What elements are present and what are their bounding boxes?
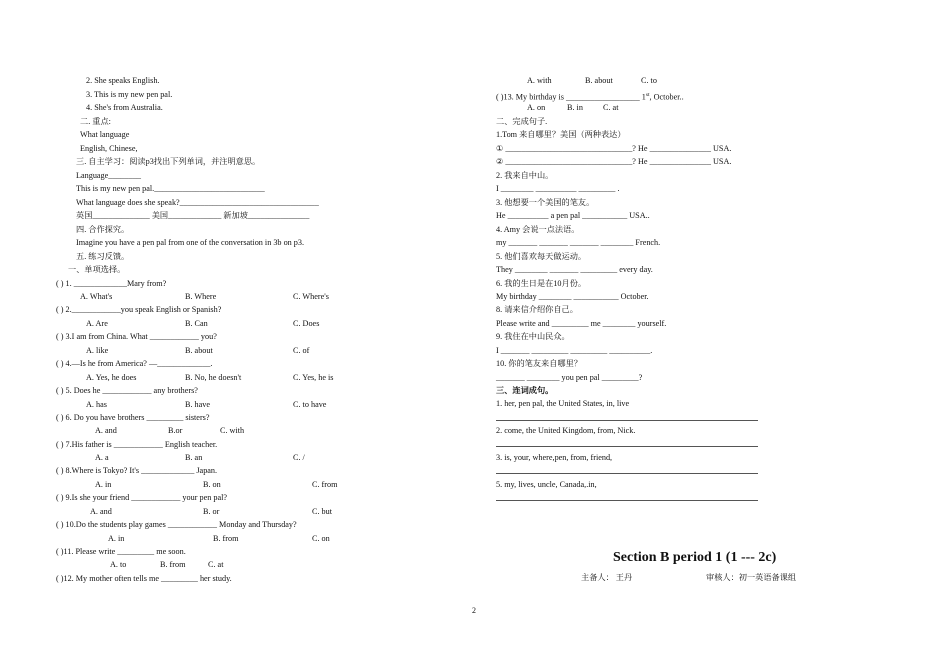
vocab-pen-pal: This is my new pen pal.___________________________ xyxy=(76,184,265,193)
option-b: B. Where xyxy=(185,292,217,301)
sentence-prompt: 10. 你的笔友来自哪里？ xyxy=(496,359,582,368)
sentence-blank: ① _______________________________? He _______________ USA. xyxy=(496,144,732,153)
option-a: A. has xyxy=(86,400,107,409)
option-b: B. from xyxy=(160,560,186,569)
reviewer: 审核人：初一英语备课组 xyxy=(706,573,797,582)
question-stem: ( )11. Please write _________ me soon. xyxy=(56,547,186,556)
sentence-blank: They ________ _______ _________ every day. xyxy=(496,265,653,274)
option-c: C. to xyxy=(641,76,657,85)
key-point-2: English, Chinese, xyxy=(80,144,138,153)
option-a: A. and xyxy=(95,426,117,435)
option-c: C. to have xyxy=(293,400,327,409)
word-order-item: 2. come, the United Kingdom, from, Nick. xyxy=(496,426,636,435)
heading-self-study: 三. 自主学习：阅读p3找出下列单词，并注明意思。 xyxy=(76,157,261,166)
heading-key-points: 二. 重点: xyxy=(80,117,111,126)
question-stem: ( )12. My mother often tells me _________ her study. xyxy=(56,574,232,583)
item-3: 3. This is my new pen pal. xyxy=(86,90,173,99)
sentence-blank: I ________ __________ _________ . xyxy=(496,184,620,193)
option-a: A. in xyxy=(95,480,112,489)
sentence-prompt: 9. 我住在中山民众。 xyxy=(496,332,570,341)
option-c: C. at xyxy=(208,560,224,569)
sentence-blank: He __________ a pen pal ___________ USA.. xyxy=(496,211,650,220)
question-13 xyxy=(496,90,684,103)
option-c: C. Where's xyxy=(293,292,329,301)
sentence-blank: I _______ _________ _________ __________. xyxy=(496,346,653,355)
option-c: C. with xyxy=(220,426,245,435)
option-b: B. Can xyxy=(185,319,208,328)
sentence-blank: My birthday ________ ___________ October. xyxy=(496,292,649,301)
option-b: B. have xyxy=(185,400,211,409)
question-stem: ( ) 7.His father is ____________ English teacher. xyxy=(56,440,218,449)
heading-word-order: 三、连词成句。 xyxy=(496,386,554,395)
option-a: A. a xyxy=(95,453,109,462)
sentence-prompt: 1.Tom 来自哪里？美国（两种表达） xyxy=(496,130,626,139)
option-a: A. Are xyxy=(86,319,108,328)
sentence-prompt: 2. 我来自中山。 xyxy=(496,171,554,180)
question-stem: ( ) 10.Do the students play games ____________ Monday and Thursday? xyxy=(56,520,297,529)
heading-complete-sentences: 二、完成句子. xyxy=(496,117,548,126)
question-stem: ( ) 5. Does he ____________ any brothers? xyxy=(56,386,198,395)
option-a: A. to xyxy=(110,560,127,569)
option-c: C. on xyxy=(312,534,330,543)
sentence-blank: _______ ________ you pen pal _________? xyxy=(496,373,643,382)
option-a: A. on xyxy=(527,103,546,112)
option-a: A. Yes, he does xyxy=(86,373,137,382)
item-4: 4. She's from Australia. xyxy=(86,103,163,112)
question-stem: ( ) 1. _____________Mary from? xyxy=(56,279,167,288)
sentence-prompt: 5. 他们喜欢每天做运动。 xyxy=(496,252,587,261)
word-order-item: 1. her, pen pal, the United States, in, live xyxy=(496,399,630,408)
option-c: C. / xyxy=(293,453,305,462)
answer-line xyxy=(496,446,758,447)
option-c: C. but xyxy=(312,507,333,516)
question-stem: ( )13. My birthday is __________________ 1 xyxy=(496,92,646,102)
option-b: B. on xyxy=(203,480,221,489)
vocab-language: Language________ xyxy=(76,171,142,180)
option-b: B. in xyxy=(567,103,583,112)
vocab-what-language: What language does she speak?__________________________________ xyxy=(76,198,319,207)
cooperation-task: Imagine you have a pen pal from one of the conversation in 3b on p3. xyxy=(76,238,305,247)
option-b: B. an xyxy=(185,453,203,462)
option-b: B. No, he doesn't xyxy=(185,373,242,382)
question-stem-end: , October.. xyxy=(649,92,684,102)
option-a: A. with xyxy=(527,76,552,85)
sentence-prompt: 6. 我的生日是在10月份。 xyxy=(496,279,587,288)
question-stem: ( ) 3.I am from China. What ____________ you? xyxy=(56,332,217,341)
question-stem: ( ) 6. Do you have brothers _________ sisters? xyxy=(56,413,210,422)
sentence-prompt: 3. 他想要一个美国的笔友。 xyxy=(496,198,595,207)
question-stem: ( ) 9.Is she your friend ____________ your pen pal? xyxy=(56,493,227,502)
option-a: A. in xyxy=(108,534,125,543)
option-b: B. about xyxy=(585,76,613,85)
option-c: C. from xyxy=(312,480,338,489)
section-title: Section B period 1 (1 --- 2c) xyxy=(613,550,777,565)
heading-practice: 五. 练习反馈。 xyxy=(76,252,130,261)
sentence-blank: ② _______________________________? He _______________ USA. xyxy=(496,157,732,166)
word-order-item: 3. is, your, where,pen, from, friend, xyxy=(496,453,613,462)
vocab-countries: 英国______________ 美国_____________ 新加坡_______________ xyxy=(76,211,310,220)
option-a: A. like xyxy=(86,346,109,355)
option-c: C. Yes, he is xyxy=(293,373,334,382)
answer-line xyxy=(496,473,758,474)
option-c: C. Does xyxy=(293,319,320,328)
option-a: A. and xyxy=(90,507,112,516)
key-point-1: What language xyxy=(80,130,130,139)
word-order-item: 5. my, lives, uncle, Canada,.in, xyxy=(496,480,597,489)
question-stem: ( ) 2.____________you speak English or Spanish? xyxy=(56,305,222,314)
heading-cooperation: 四. 合作探究。 xyxy=(76,225,130,234)
preparer: 主备人： 王丹 xyxy=(581,573,633,582)
heading-single-choice: 一、单项选择。 xyxy=(68,265,126,274)
option-b: B.or xyxy=(168,426,183,435)
sentence-blank: my _______ _______ _______ ________ French. xyxy=(496,238,661,247)
answer-line xyxy=(496,420,758,421)
answer-line xyxy=(496,500,758,501)
item-2: 2. She speaks English. xyxy=(86,76,160,85)
question-stem: ( ) 4.—Is he from America? —_____________. xyxy=(56,359,213,368)
option-c: C. at xyxy=(603,103,619,112)
option-c: C. of xyxy=(293,346,310,355)
option-b: B. about xyxy=(185,346,213,355)
option-b: B. or xyxy=(203,507,220,516)
page-number: 2 xyxy=(472,606,476,615)
sentence-prompt: 8. 请来信介绍你自己。 xyxy=(496,305,578,314)
question-stem: ( ) 8.Where is Tokyo? It's _____________ Japan. xyxy=(56,466,218,475)
sentence-blank: Please write and _________ me ________ yourself. xyxy=(496,319,667,328)
option-b: B. from xyxy=(213,534,239,543)
option-a: A. What's xyxy=(80,292,113,301)
ordinal-suffix: st xyxy=(645,92,650,98)
sentence-prompt: 4. Amy 会说一点法语。 xyxy=(496,225,580,234)
